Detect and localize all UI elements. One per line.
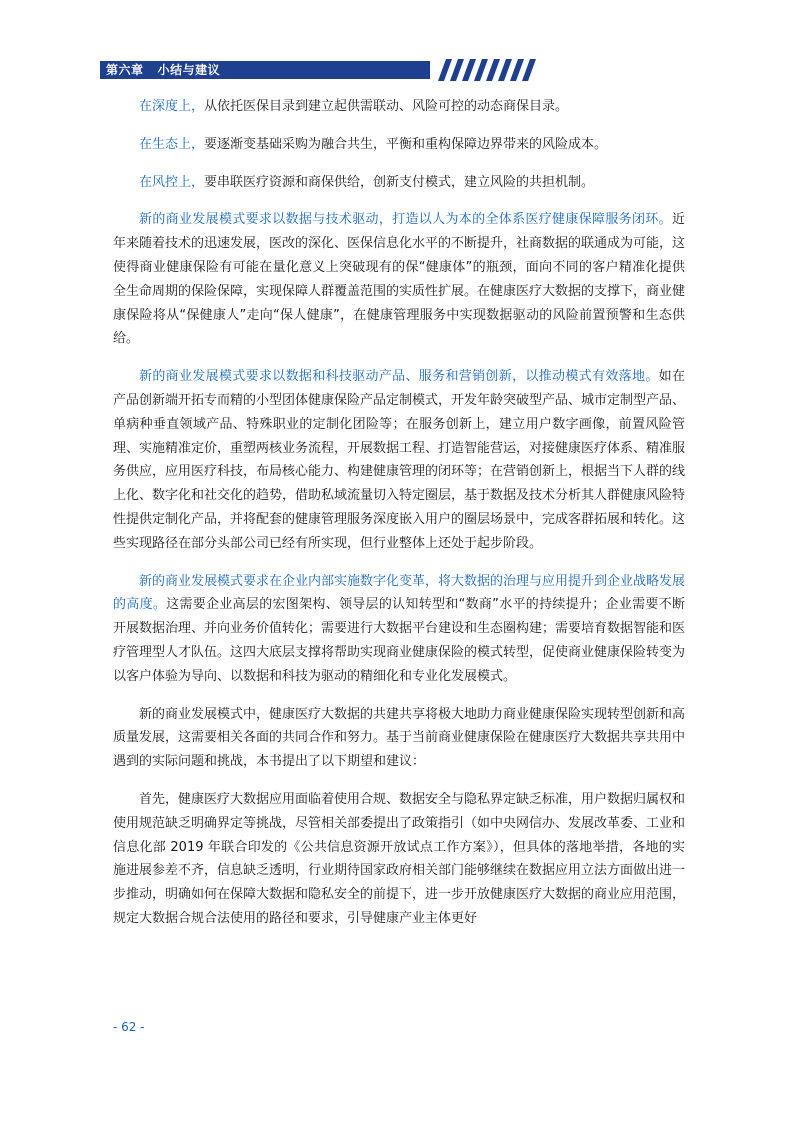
paragraph-text: 新的商业发展模式中，健康医疗大数据的共建共享将极大地助力商业健康保险实现转型创新和高质量发展，这需要相关各面的共同合作和努力。基于当前商业健康保险在健康医疗大数据共享共用中遇到的实际问题和挑战，本书提出了以下期望和建议： (113, 706, 686, 770)
paragraph-text: 如在产品创新端开拓专而精的小型团体健康保险产品定制模式，开发年龄突破型产品、城市定制型产品、单病种垂直领域产品、特殊职业的定制化团险等；在服务创新上，建立用户数字画像，前置风险管理、实施精准定价，重塑两核业务流程，开展数据工程、打造智能营运，对接健康医疗体系、精准服务供应，应用医疗科技，布局核心能力、构建健康管理的闭环等；在营销创新上，根据当下人群的线上化、数字化和社交化的趋势，借助私域流量切入特定圈层，基于数据及技术分析其人群健康风险特性提供定制化产品，并将配套的健康管理服务深度嵌入用户的圈层场景中，完成客群拓展和转化。这些实现路径在部分头部公司已经有所实现，但行业整体上还处于起步阶段。 (113, 369, 686, 551)
chapter-header-title (106, 61, 220, 79)
paragraph-lead: 在生态上， (139, 136, 205, 152)
paragraph-innovation (113, 365, 685, 555)
header-stripes-decoration (432, 59, 540, 81)
paragraph-text: 这需要企业高层的宏图架构、领导层的认知转型和“数商”水平的持续提升；企业需要不断开展数据治理、并向业务价值转化；需要进行大数据平台建设和生态圈构建；需要培育数据智能和医疗管理型人才队伍。这四大底层支撑将帮助实现商业健康保险的模式转型，促使商业健康保险转变为以客户体验为导向、以数据和科技为驱动的精细化和专业化发展模式。 (113, 597, 686, 684)
paragraph-text: 近年来随着技术的迅速发展，医改的深化、医保信息化水平的不断提升，社商数据的联通成为可能，这使得商业健康保险有可能在量化意义上突破现有的保“健康体”的瓶颈，面向不同的客户精准化提供全生命周期的保险保障，实现保障人群覆盖范围的实质性扩展。在健康医疗大数据的支撑下，商业健康保险将从“保健康人”走向“保人健康”，在健康管理服务中实现数据驱动的风险前置预警和生态供给。 (113, 212, 686, 347)
page-number: - 62 - (113, 1020, 145, 1034)
paragraph-first-suggestion (113, 788, 685, 931)
paragraph-lead: 新的商业发展模式要求以数据和科技驱动产品、服务和营销创新，以推动模式有效落地。 (139, 369, 659, 385)
paragraph-summary (113, 703, 685, 774)
paragraph-lead: 在风控上， (139, 174, 205, 190)
paragraph-text: 要串联医疗资源和商保供给，创新支付模式，建立风险的共担机制。 (204, 174, 595, 190)
paragraph-text: 要逐渐变基础采购为融合共生，平衡和重构保障边界带来的风险成本。 (204, 136, 608, 152)
paragraph-lead: 新的商业发展模式要求以数据与技术驱动，打造以人为本的全体系医疗健康保障服务闭环。 (139, 212, 672, 228)
paragraph-text: 从依托医保目录到建立起供需联动、风险可控的动态商保目录。 (204, 99, 569, 114)
paragraph-risk-control (113, 171, 685, 195)
paragraph-depth (113, 95, 685, 119)
paragraph-digital-transformation (113, 570, 685, 689)
paragraph-data-technology (113, 208, 685, 351)
paragraph-lead: 新的商业发展模式要求在企业内部实施数字化变革，将大数据的治理与应用提升到企业战略发展的高度。 (113, 573, 686, 613)
paragraph-ecology (113, 133, 685, 157)
paragraph-lead: 在深度上， (139, 99, 205, 114)
chapter-title: 小结与建议 (157, 63, 221, 77)
body-text (113, 95, 685, 931)
chapter-number: 第六章 (106, 63, 144, 77)
paragraph-text: 首先，健康医疗大数据应用面临着使用合规、数据安全与隐私界定缺乏标准，用户数据归属权和使用规范缺乏明确界定等挑战，尽管相关部委提出了政策指引（如中央网信办、发展改革委、工业和信息化部 2019 年联合印发的《公共信息资源开放试点工作方案》），但具体的落地举措，各地的实施进展参差不齐，信息缺乏透明，行业期待国家政府相关部门能够继续在数据应用立法方面做出进一步推动，明确如何在保障大数据和隐私安全的前提下，进一步开放健康医疗大数据的商业应用范围，规定大数据合规合法使用的路径和要求，引导健康产业主体更好 (113, 791, 686, 926)
